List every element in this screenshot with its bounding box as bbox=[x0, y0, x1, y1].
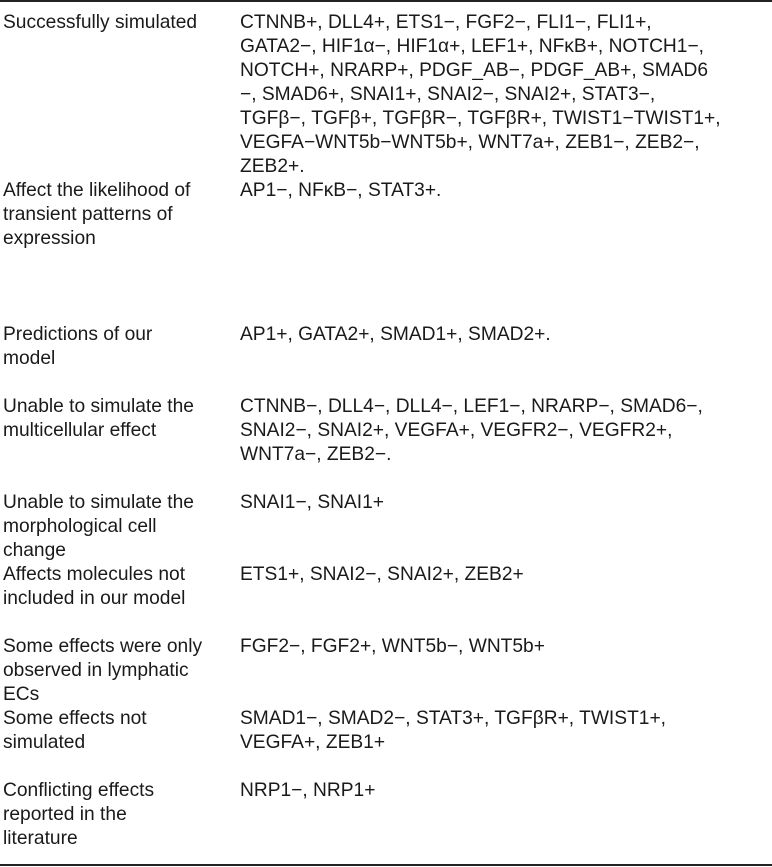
category-line: Predictions of our bbox=[3, 324, 153, 345]
effects-line: −, SMAD6+, SNAI1+, SNAI2−, SNAI2+, STAT3−, bbox=[240, 84, 656, 105]
category-line: observed in lymphatic bbox=[3, 660, 189, 681]
category-line: expression bbox=[3, 228, 96, 249]
effects-line: NRP1−, NRP1+ bbox=[240, 780, 376, 801]
row-effects bbox=[240, 323, 770, 347]
category-line: morphological cell bbox=[3, 516, 157, 537]
effects-line: SNAI2−, SNAI2+, VEGFA+, VEGFR2−, VEGFR2+, bbox=[240, 420, 673, 441]
category-line: change bbox=[3, 540, 66, 561]
category-line: literature bbox=[3, 828, 78, 849]
row-category bbox=[3, 563, 231, 611]
effects-line: CTNNB+, DLL4+, ETS1−, FGF2−, FLI1−, FLI1+, bbox=[240, 12, 652, 33]
row-category bbox=[3, 395, 231, 443]
row-category bbox=[3, 707, 231, 755]
effects-line: SNAI1−, SNAI1+ bbox=[240, 492, 384, 513]
category-line: Affects molecules not bbox=[3, 564, 186, 585]
effects-line: AP1+, GATA2+, SMAD1+, SMAD2+. bbox=[240, 324, 551, 345]
category-line: Some effects were only bbox=[3, 636, 203, 657]
effects-line: VEGFA−WNT5b−WNT5b+, WNT7a+, ZEB1−, ZEB2−, bbox=[240, 132, 700, 153]
effects-line: TGFβ−, TGFβ+, TGFβR−, TGFβR+, TWIST1−TWIST1+, bbox=[240, 108, 721, 129]
category-line: transient patterns of bbox=[3, 204, 173, 225]
category-line: Some effects not bbox=[3, 708, 147, 729]
effects-line: SMAD1−, SMAD2−, STAT3+, TGFβR+, TWIST1+, bbox=[240, 708, 666, 729]
category-line: Affect the likelihood of bbox=[3, 180, 191, 201]
category-line: Successfully simulated bbox=[3, 12, 198, 33]
category-line: ECs bbox=[3, 684, 40, 705]
effects-line: NOTCH+, NRARP+, PDGF_AB−, PDGF_AB+, SMAD6 bbox=[240, 60, 709, 81]
category-line: Unable to simulate the bbox=[3, 492, 194, 513]
row-effects bbox=[240, 491, 770, 515]
effects-line: FGF2−, FGF2+, WNT5b−, WNT5b+ bbox=[240, 636, 545, 657]
category-line: reported in the bbox=[3, 804, 127, 825]
effects-line: ETS1+, SNAI2−, SNAI2+, ZEB2+ bbox=[240, 564, 524, 585]
effects-line: ZEB2+. bbox=[240, 156, 305, 177]
effects-line: VEGFA+, ZEB1+ bbox=[240, 732, 386, 753]
effects-line: WNT7a−, ZEB2−. bbox=[240, 444, 392, 465]
category-line: simulated bbox=[3, 732, 86, 753]
category-line: model bbox=[3, 348, 56, 369]
table-top-rule bbox=[0, 0, 772, 2]
row-effects bbox=[240, 179, 770, 203]
row-category bbox=[3, 179, 231, 251]
table-bottom-rule bbox=[0, 864, 772, 866]
row-effects bbox=[240, 395, 770, 467]
row-effects bbox=[240, 779, 770, 803]
row-category bbox=[3, 11, 231, 35]
row-category bbox=[3, 491, 231, 563]
row-effects bbox=[240, 11, 770, 179]
effects-line: CTNNB−, DLL4−, DLL4−, LEF1−, NRARP−, SMAD6−, bbox=[240, 396, 703, 417]
row-category bbox=[3, 323, 231, 371]
category-line: included in our model bbox=[3, 588, 186, 609]
row-effects bbox=[240, 563, 770, 587]
effects-line: AP1−, NFκB−, STAT3+. bbox=[240, 180, 442, 201]
effects-line: GATA2−, HIF1α−, HIF1α+, LEF1+, NFκB+, NOTCH1−, bbox=[240, 36, 704, 57]
category-line: Conflicting effects bbox=[3, 780, 155, 801]
row-effects bbox=[240, 707, 770, 755]
row-category bbox=[3, 779, 231, 851]
category-line: Unable to simulate the bbox=[3, 396, 194, 417]
row-category bbox=[3, 635, 231, 707]
row-effects bbox=[240, 635, 770, 659]
category-line: multicellular effect bbox=[3, 420, 157, 441]
